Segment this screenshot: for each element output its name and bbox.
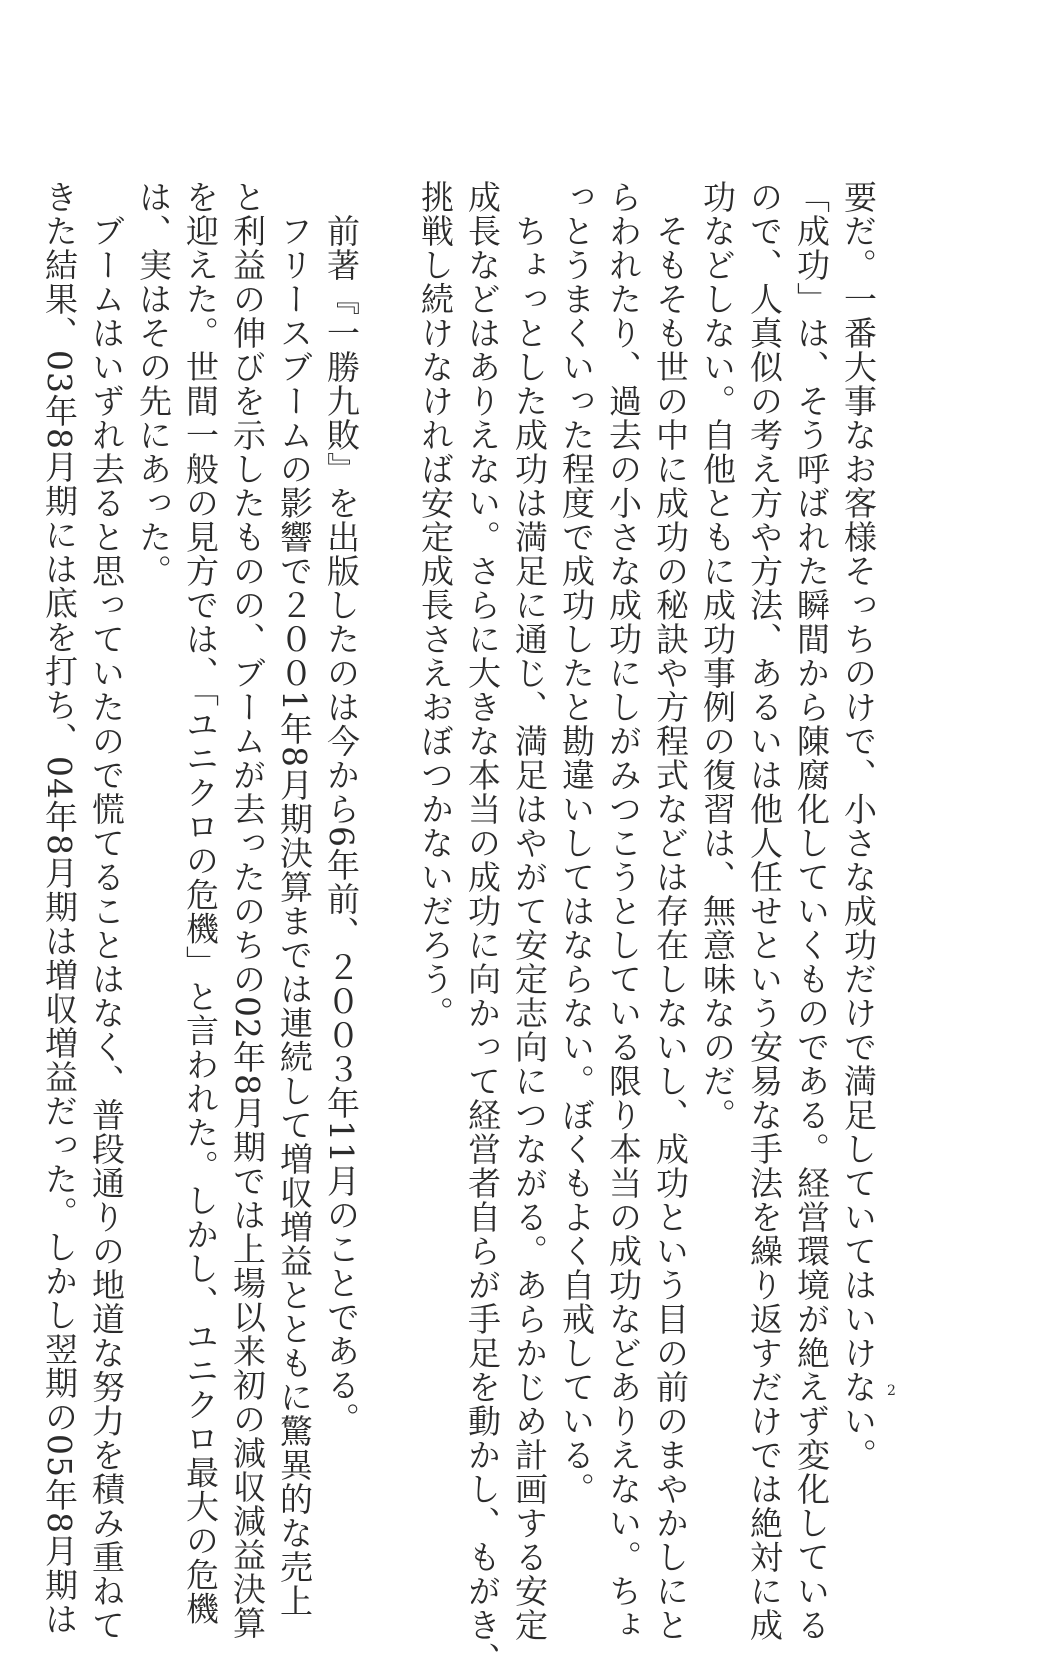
text-line: っとうまくいった程度で成功したと勘違いしてはならない。ぼくもよく自戒している。 <box>557 180 596 1506</box>
text-line: ので、人真似の考え方や方法、あるいは他人任せという安易な手法を繰り返すだけでは絶対に成 <box>745 180 784 1642</box>
text-line: らわれたり、過去の小さな成功にしがみつこうとしている限り本当の成功などありえない。ちょ <box>604 180 643 1642</box>
page-number: 2 <box>887 1383 896 1399</box>
text-line: 挑戦し続けなければ安定成長さえおぼつかないだろう。 <box>416 180 455 1030</box>
text-line: きた結果、03年8月期には底を打ち、04年8月期は増収増益だった。しかし翌期の05年8月期は <box>40 180 79 1636</box>
text-line: は、実はその先にあった。 <box>134 180 173 588</box>
text-line: を迎えた。世間一般の見方では、「ユニクロの危機」と言われた。しかし、ユニクロ最大の危機 <box>181 180 220 1626</box>
text-line: フリースブームの影響で２００1年8月期決算までは連続して増収増益とともに驚異的な売上 <box>275 180 314 1618</box>
text-line: ブームはいずれ去ると思っていたので慌てることはなく、普段通りの地道な努力を積み重ねて <box>87 180 126 1642</box>
text-line: そもそも世の中に成功の秘訣や方程式などは存在しないし、成功という目の前のまやかしにと <box>651 180 690 1642</box>
text-line: 前著『一勝九敗』を出版したのは今から6年前、２００３年11月のことである。 <box>322 180 361 1436</box>
text-line: 「成功」は、そう呼ばれた瞬間から陳腐化していくものである。経営環境が絶えず変化している <box>792 180 831 1642</box>
text-line: ちょっとした成功は満足に通じ、満足はやがて安定志向につながる。あらかじめ計画する安定 <box>510 180 549 1642</box>
text-line: 成長などはありえない。さらに大きな本当の成功に向かって経営者自らが手足を動かし、もがき、 <box>463 180 502 1676</box>
body-text <box>36 180 882 1676</box>
section-break <box>365 180 412 1390</box>
text-line: 功などしない。自他ともに成功事例の復習は、無意味なのだ。 <box>698 180 737 1132</box>
text-line: 要だ。一番大事なお客様そっちのけで、小さな成功だけで満足していてはいけない。 <box>839 180 878 1472</box>
text-line: と利益の伸びを示したものの、ブームが去ったのちの02年8月期では上場以来初の減収減益決算 <box>228 180 267 1640</box>
